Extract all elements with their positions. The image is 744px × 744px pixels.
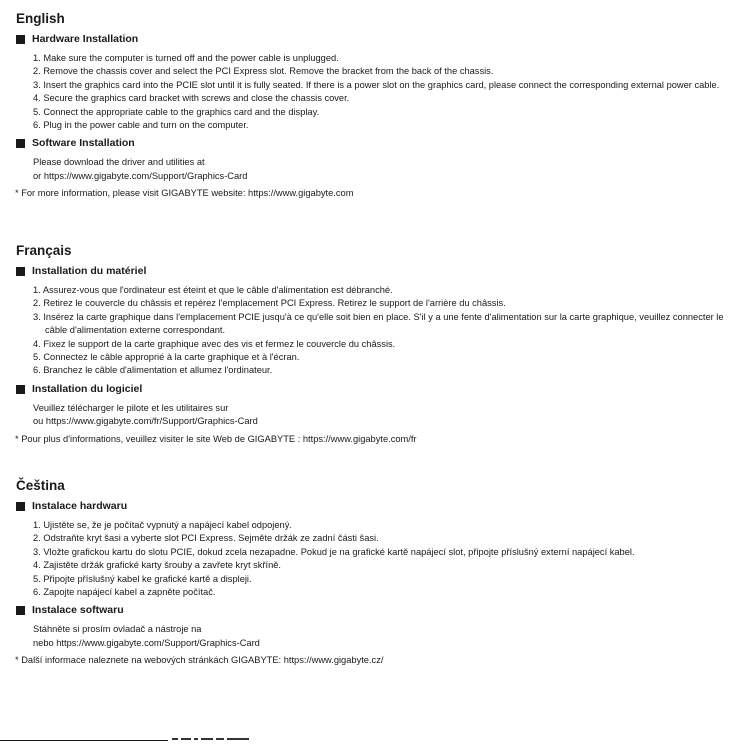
step-item: 4. Fixez le support de la carte graphique avec des vis et fermez le couvercle du châssis. — [33, 338, 396, 349]
footer-rule — [0, 740, 168, 741]
bullet-square-icon — [16, 606, 25, 615]
software-link-line: ou https://www.gigabyte.com/fr/Support/Graphics-Card — [33, 416, 258, 427]
step-item: 4. Zajistěte držák grafické karty šrouby a zavřete kryt skříně. — [33, 560, 282, 571]
software-link-line: nebo https://www.gigabyte.com/Support/Graphics-Card — [33, 637, 260, 648]
footer-cropped-text — [172, 738, 302, 744]
software-heading-label: Installation du logiciel — [32, 382, 143, 395]
bullet-square-icon — [16, 35, 25, 44]
section-title: English — [16, 11, 65, 26]
step-item: 6. Zapojte napájecí kabel a zapněte počítač. — [33, 587, 216, 598]
footnote: * Pour plus d'informations, veuillez visiter le site Web de GIGABYTE : https://www.gigabyte.com/fr — [15, 433, 417, 444]
software-line: Veuillez télécharger le pilote et les utilitaires sur — [33, 402, 229, 413]
step-item: 6. Branchez le câble d'alimentation et allumez l'ordinateur. — [33, 365, 273, 376]
bullet-square-icon — [16, 385, 25, 394]
bullet-square-icon — [16, 139, 25, 148]
hardware-heading-label: Hardware Installation — [32, 33, 139, 45]
step-item: 1. Ujistěte se, že je počítač vypnutý a napájecí kabel odpojený. — [33, 520, 292, 530]
step-item: 2. Odstraňte kryt šasi a vyberte slot PCI Express. Sejměte držák ze zadní části šasi. — [33, 533, 379, 544]
hardware-steps — [16, 52, 736, 132]
step-item: 1. Assurez-vous que l'ordinateur est éteint et que le câble d'alimentation est débranché. — [33, 285, 393, 295]
software-heading — [16, 604, 736, 617]
hardware-steps — [16, 284, 736, 378]
bullet-square-icon — [16, 267, 25, 276]
software-heading — [16, 137, 736, 150]
step-item: 4. Secure the graphics card bracket with screws and close the chassis cover. — [33, 93, 350, 104]
step-item: 5. Připojte příslušný kabel ke grafické kartě a displeji. — [33, 573, 252, 584]
step-item: 5. Connect the appropriate cable to the graphics card and the display. — [33, 106, 320, 117]
software-text — [16, 623, 736, 650]
step-item: 2. Remove the chassis cover and select the PCI Express slot. Remove the bracket from the back of the chassis. — [33, 66, 494, 77]
software-text — [16, 156, 736, 183]
hardware-heading-label: Installation du matériel — [32, 265, 147, 277]
step-item: 3. Insert the graphics card into the PCIE slot until it is fully seated. If there is a power slot on the graphics card, please connect the corresponding external power cable. — [33, 79, 720, 90]
section-french — [16, 243, 736, 446]
hardware-heading — [16, 500, 736, 513]
section-czech — [16, 478, 736, 668]
software-heading-label: Instalace softwaru — [32, 604, 124, 617]
hardware-steps — [16, 519, 736, 599]
software-link-line: or https://www.gigabyte.com/Support/Graphics-Card — [33, 170, 248, 181]
step-item: 5. Connectez le câble approprié à la carte graphique et à l'écran. — [33, 352, 300, 363]
software-heading-label: Software Installation — [32, 137, 135, 150]
step-item: 6. Plug in the power cable and turn on the computer. — [33, 120, 249, 131]
step-item: 3. Insérez la carte graphique dans l'emplacement PCIE jusqu'à ce qu'elle soit bien en place. S'il y a une fente d'alimentation sur la carte graphique, veuillez connecter le câble d'alimentation externe correspondant. — [33, 311, 724, 336]
hardware-heading — [16, 33, 736, 46]
step-item: 2. Retirez le couvercle du châssis et repérez l'emplacement PCI Express. Retirez le support de l'arrière du châssis. — [33, 298, 506, 309]
hardware-heading — [16, 265, 736, 278]
step-item: 1. Make sure the computer is turned off and the power cable is unplugged. — [33, 53, 339, 63]
section-title: Français — [16, 243, 72, 258]
software-line: Please download the driver and utilities at — [33, 157, 205, 168]
software-text — [16, 402, 736, 429]
footnote: * Další informace naleznete na webových stránkách GIGABYTE: https://www.gigabyte.cz/ — [15, 655, 384, 666]
bullet-square-icon — [16, 502, 25, 511]
software-line: Stáhněte si prosím ovladač a nástroje na — [33, 624, 202, 635]
section-english — [16, 11, 736, 201]
section-title: Čeština — [16, 478, 65, 493]
step-item: 3. Vložte grafickou kartu do slotu PCIE, dokud zcela nezapadne. Pokud je na grafické kartě napájecí slot, připojte příslušný externí napájecí kabel. — [33, 546, 635, 557]
software-heading — [16, 383, 736, 396]
footnote: * For more information, please visit GIGABYTE website: https://www.gigabyte.com — [15, 188, 354, 199]
hardware-heading-label: Instalace hardwaru — [32, 500, 128, 512]
